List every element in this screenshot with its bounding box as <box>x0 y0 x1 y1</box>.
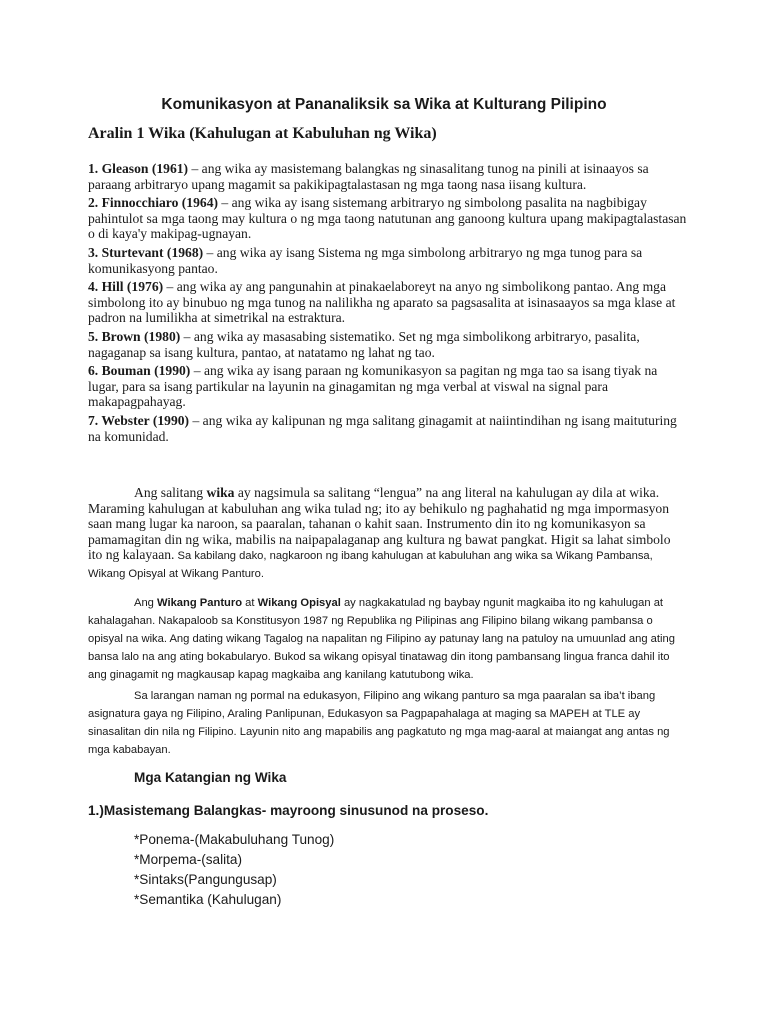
definition-text: – ang wika ay isang paraan ng komunikasyon sa pagitan ng mga tao sa isang tiyak na lugar, para sa isang partikular na layunin na ginagamitan ng mga verbal at viswal na signal para makapagpahayag. <box>88 363 658 410</box>
definition-brown <box>88 329 688 360</box>
definition-hill <box>88 279 688 326</box>
paragraph-text: ay nagsimula sa salitang “lengua” na ang literal na kahulugan ay dila at wika. Maraming kahulugan at kabuluhan ang wika tulad ng; ito ay behikulo ng paghahatid ng mga impormasyon saan mang lugar ka naroon, sa paaralan, tahanan o kahit saan. Instrumento din ito ng komunikasyon sa pamamagitan din ng wika, mabilis na naipapalaganap ang kultura ng bawat pangkat. Higit sa lahat simbolo ito ng kalayaan. <box>88 485 671 563</box>
paragraph-text: ay nagkakatulad ng baybay ngunit magkaiba ito ng kahulugan at kahalagahan. Nakapaloob sa Konstitusyon 1987 ng Republika ng Pilipinas ang Filipino bilang wikang pambansa o opisyal na wika. Ang dating wikang Tagalog na napalitan ng Filipino ay patunay lang na patuloy na umuunlad ang ating bansa lalo na ang ating bokabularyo. Bukod sa wikang opisyal tinatawag din itong pambansang lingua franca dahil ito ang ginagamit ng magkausap kapag magkaiba ang kanilang katutubong wika. <box>88 597 675 681</box>
sublist-item: *Semantika (Kahulugan) <box>134 892 282 907</box>
paragraph-text: at <box>242 597 258 609</box>
paragraph-text: Sa larangan naman ng pormal na edukasyon, Filipino ang wikang panturo sa mga paaralan sa iba’t ibang asignatura gaya ng Filipino, Araling Panlipunan, Edukasyon sa Pagpapahalaga at maging sa MAPEH at TLE ay sinasalitan din nila ng Filipino. Layunin nito ang mapabilis ang pagkatuto ng mga mag-aaral at maiangat ang antas ng mga kababayan. <box>88 690 670 756</box>
sublist-item: *Ponema-(Makabuluhang Tunog) <box>134 832 335 847</box>
definition-text: – ang wika ay masistemang balangkas ng sinasalitang tunog na pinili at isinaayos sa paraang arbitraryo upang magamit sa pakikipagtalastasan ng mga taong nasa iisang kultura. <box>88 161 649 192</box>
definition-sturtevant <box>88 245 688 276</box>
definition-author: 3. Sturtevant (1968) <box>88 244 204 260</box>
definition-author: 4. Hill (1976) <box>88 279 164 295</box>
definition-author: 2. Finnocchiaro (1964) <box>88 195 219 211</box>
definition-text: – ang wika ay isang sistemang arbitraryo ng simbolong pasalita na nagbibigay pahintulot sa mga taong may kultura o ng mga taong natutunan ang ganoong kultura upang makipagtalastasan o di kaya'y makipag-ugnayan. <box>88 195 687 242</box>
lesson-heading: Aralin 1 Wika (Kahulugan at Kabuluhan ng Wika) <box>88 125 437 142</box>
paragraph-edukasyon <box>88 687 688 759</box>
definitions-list <box>88 161 688 447</box>
paragraph-wikang-panturo <box>88 594 688 684</box>
paragraph-bold-term: Wikang Opisyal <box>257 597 341 609</box>
definition-text: – ang wika ay ang pangunahin at pinakaelaboreyt na anyo ng simbolikong pantao. Ang mga simbolong ito ay binubuo ng mga tunog na nalilikha ng aparato sa pagsasalita at isinasaayos sa mga klase at padron na lumilikha at simetrikal na estraktura. <box>88 279 676 326</box>
definition-text: – ang wika ay isang Sistema ng mga simbolong arbitraryo ng mga tunog para sa komunikasyong pantao. <box>88 244 643 276</box>
paragraph-text: Sa kabilang dako, nagkaroon ng ibang kahulugan at kabuluhan ang wika sa Wikang Pambansa, Wikang Opisyal at Wikang Panturo. <box>88 550 653 580</box>
definition-author: 6. Bouman (1990) <box>88 363 191 379</box>
definition-text: – ang wika ay kalipunan ng mga salitang ginagamit at naiintindihan ng isang maituturing na komunidad. <box>88 412 677 444</box>
characteristic-sublist <box>134 830 334 910</box>
definition-text: – ang wika ay masasabing sistematiko. Set ng mga simbolikong arbitraryo, pasalita, nagaganap sa isang kultura, pantao, at natatamo ng lahat ng tao. <box>88 328 640 360</box>
characteristic-item: 1.)Masistemang Balangkas- mayroong sinusunod na proseso. <box>88 803 489 818</box>
definition-webster <box>88 413 688 444</box>
definition-author: 1. Gleason (1961) <box>88 161 189 176</box>
paragraph-wika-origin <box>88 485 688 583</box>
paragraph-bold-term: Wikang Panturo <box>157 597 243 609</box>
definition-author: 5. Brown (1980) <box>88 328 181 344</box>
definition-author: 7. Webster (1990) <box>88 412 190 428</box>
sublist-item: *Sintaks(Pangungusap) <box>134 872 277 887</box>
document-title: Komunikasyon at Pananaliksik sa Wika at Kulturang Pilipino <box>161 96 607 113</box>
section-heading: Mga Katangian ng Wika <box>134 770 287 785</box>
paragraph-bold-term: wika <box>206 485 235 500</box>
definition-gleason <box>88 161 688 192</box>
definition-finnocchiaro <box>88 195 688 242</box>
definition-bouman <box>88 363 688 410</box>
paragraph-text: Ang <box>134 597 158 609</box>
sublist-item: *Morpema-(salita) <box>134 852 243 867</box>
paragraph-text: Ang salitang <box>134 485 207 500</box>
